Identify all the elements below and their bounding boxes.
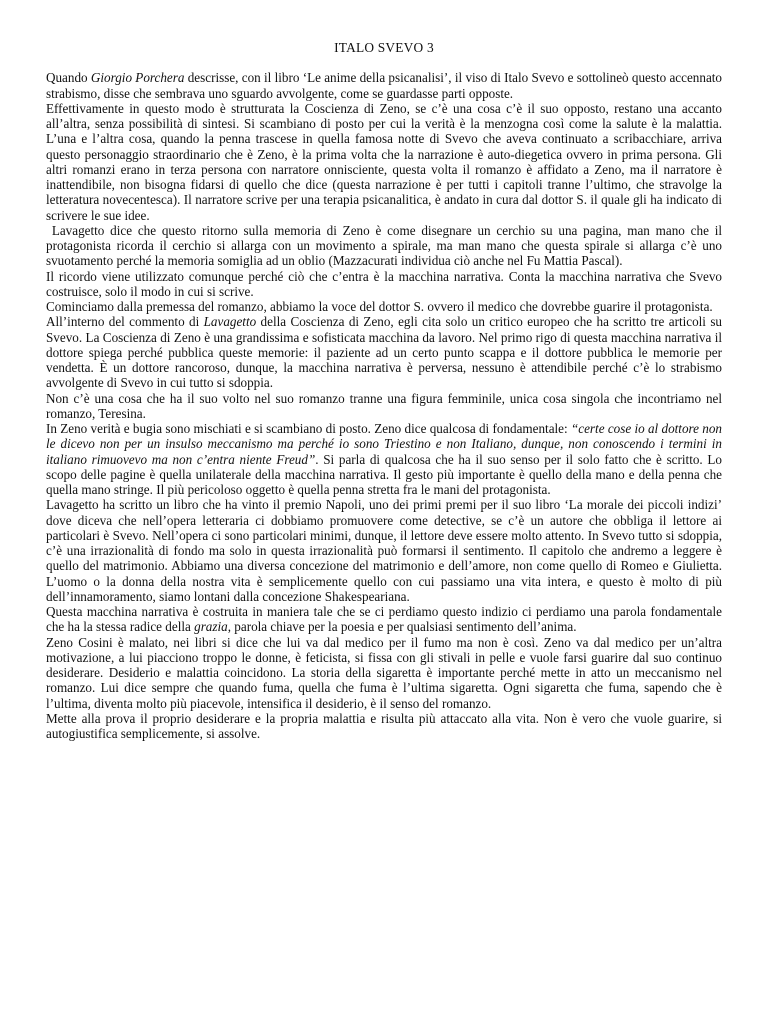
author-name-italic: Giorgio Porchera	[90, 70, 185, 86]
paragraph-ricordo: Il ricordo viene utilizzato comunque perché ciò che c’entra è la macchina narrativa. Conta la macchina narrativa che Svevo costruisce, solo il modo in cui si scrive.	[46, 268, 722, 299]
paragraph-lavagetto-memory: Lavagetto dice che questo ritorno sulla memoria di Zeno è come disegnare un cerchio su una pagina, man mano che il protagonista ricorda il cerchio si allarga con un movimento a spirale, ma man mano che questa spirale si allarga c’è uno svuotamento perché la memoria somiglia ad un oblio (Mazzacurati individua ciò anche nel Fu Mattia Pascal).	[46, 222, 726, 269]
paragraph-text: Questa macchina narrativa è costruita in maniera tale che se ci perdiamo questo indizio ci perdiamo una parola fondamentale che ha la stessa radice della	[46, 604, 722, 635]
quote-italic: “certe cose io al dottore non le dicevo non per un insulso meccanismo ma perché io sono Triestino e non Italiano, dunque, non conoscendo i termini in italiano rimuovevo ma non c’entra niente Freud”	[46, 421, 722, 467]
paragraph-commento-lavagetto	[46, 314, 722, 390]
paragraph-text: . Si parla di qualcosa che ha il suo senso per il solo fatto che è scritto. Lo scopo delle pagine è quella unilaterale della macchina narrativa. Il gesto più importante è quello della mano e della penna che quella mano stringe. Il più pericoloso oggetto è quella penna stretta fra le mani del protagonista.	[46, 451, 722, 497]
paragraph-text: descrisse, con il libro ‘Le anime della psicanalisi’, il viso di Italo Svevo e sottolineò questo accennato strabismo, disse che sembrava uno sguardo avvolgente, come se guardasse parti opposte.	[46, 70, 722, 101]
keyword-italic: grazia	[194, 619, 228, 635]
paragraph-coscienza-structure: Effettivamente in questo modo è strutturata la Coscienza di Zeno, se c’è una cosa c’è il suo opposto, restano una accanto all’altra, senza possibilità di sintesi. Si scambiano di posto per cui la verità è la menzogna così come la salute è la malattia. L’una e l’altra cosa, quando la penna trascese in quella famosa notte di Svevo che aveva continuato a scribacchiare, arriva questo personaggio straordinario che è Zeno, è la prima volta che la narrazione è auto-diegetica ovvero in prima persona. Gli altri romanzi erano in terza persona con narratore onnisciente, questa volta il romanzo è affidato a Zeno, ma il narratore è inattendibile, non bisogna fidarsi di quello che dice (questa narrazione è per tutti i capitoli tranne l’ultimo, che stravolge la letteratura novecentesca). Il narratore scrive per una terapia psicanalitica, è andato in cura dal dottor S. il quale gli ha indicato di scrivere le sue idee.	[46, 100, 722, 223]
paragraph-verita-bugia	[46, 421, 722, 497]
paragraph-text: della Coscienza di Zeno, egli cita solo un critico europeo che ha scritto tre articoli su Svevo. La Coscienza di Zeno è una grandissima e sofisticata macchina da lavoro. Nel primo rigo di questa macchina narrativa il dottore spiega perché pubblica queste memorie: il paziente ad un certo punto scappa e il dottore pubblica le memorie per vendetta. È un dottore rancoroso, dunque, la macchina narrativa è perversa, nessuno è attendibile perché c’è lo strabismo avvolgente di Svevo in cui tutto si sdoppia.	[46, 314, 722, 391]
paragraph-premessa: Cominciamo dalla premessa del romanzo, abbiamo la voce del dottor S. ovvero il medico che dovrebbe guarire il protagonista.	[46, 299, 713, 314]
paragraph-desiderare: Mette alla prova il proprio desiderare e la propria malattia e risulta più attaccato alla vita. Non è vero che vuole guarire, si autogiustifica semplicemente, si assolve.	[46, 710, 722, 741]
paragraph-premio-napoli: Lavagetto ha scritto un libro che ha vinto il premio Napoli, uno dei primi premi per il suo libro ‘La morale dei piccoli indizi’ dove diceva che nell’opera letteraria ci dobbiamo promuovere come detective, se c’è un autore che obbliga il lettore ai particolari è Svevo. Nell’opera ci sono particolari minimi, dunque, il lettore deve essere molto attento. In Svevo tutto si sdoppia, c’è una irrazionalità di fondo ma solo in questa irrazionalità può formarsi il sentimento. Il capitolo che andremo a leggere è quello del matrimonio. Abbiamo una diversa concezione del matrimonio e dell’amore, non come quello di Romeo e Giulietta. L’uomo o la donna della nostra vita è semplicemente quello con cui passiamo una vita intera, e questo è molto di più dell’innamoramento, siamo lontani dalla concezione Shakespeariana.	[46, 497, 722, 604]
document-page	[46, 40, 726, 741]
paragraph-zeno-cosini: Zeno Cosini è malato, nei libri si dice che lui va dal medico per il fumo ma non è così. Zeno va dal medico per un’altra motivazione, a lui piacciono troppo le donne, è feticista, si fissa con gli stivali in pelle e vuole farsi guarire dal suo continuo desiderare. Desiderio e malattia coincidono. La storia della sigaretta è importante perché mette in atto un meccanismo nel romanzo. Lui dice sempre che quando fuma, quella che fuma è l’ultima sigaretta. Ogni sigaretta che fuma, sapendo che è l’ultima, diventa molto più piacevole, intensifica il desiderio, è il senso del romanzo.	[46, 634, 722, 711]
paragraph-text: , parola chiave per la poesia e per qualsiasi sentimento dell’anima.	[227, 619, 577, 635]
paragraph-grazia	[46, 604, 722, 635]
paragraph-text: All’interno del commento di	[46, 314, 204, 330]
paragraph-teresina: Non c’è una cosa che ha il suo volto nel suo romanzo tranne una figura femminile, unica cosa singola che incontriamo nel romanzo, Teresina.	[46, 390, 722, 421]
document-title: ITALO SVEVO 3	[334, 40, 434, 55]
paragraph-text: Quando	[46, 70, 91, 86]
paragraph-text: In Zeno verità e bugia sono mischiati e si scambiano di posto. Zeno dice qualcosa di fondamentale:	[46, 421, 571, 436]
author-name-italic: Lavagetto	[203, 314, 257, 330]
paragraph-porchera	[46, 70, 722, 101]
